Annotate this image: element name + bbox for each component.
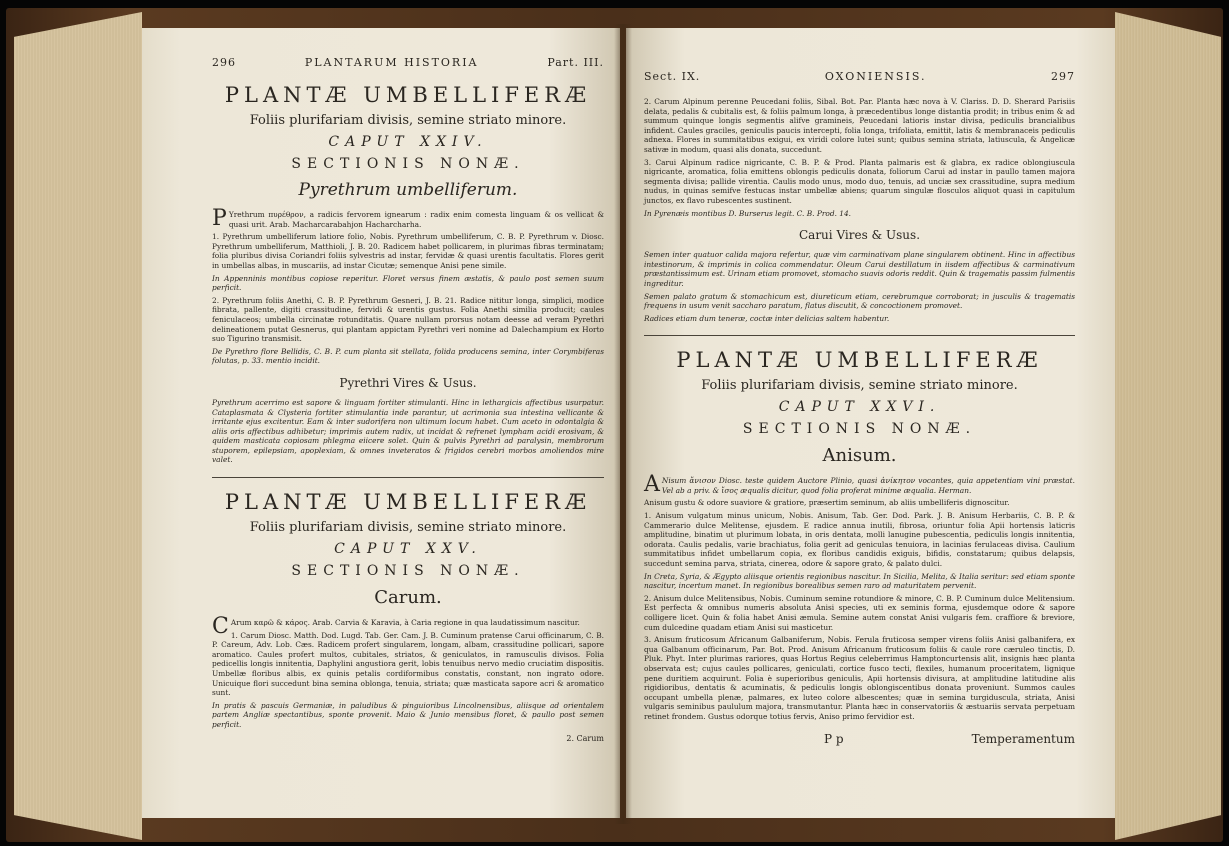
caput-heading: CAPUT XXIV. <box>328 134 488 150</box>
paragraph: 1. Pyrethrum umbelliferum latiore folio, Nobis. Pyrethrum umbelliferum, C. B. P. Pyrethrum v. Diosc. Pyrethrum umbelliferum, Matthioli, J. B. 20. Radicem habet pollicarem, in plurimas fibras terminatam; folia pluribus divisa Coriandri foliis sylvestris ad instar, fervidæ & quasi urentis facultatis. Flores gerit in umbellas albas, in muscariis, ad instar Cicutæ; semenque Anisi pene simile. <box>212 232 604 270</box>
paragraph: P Yrethrum πυρέθρον, a radicis fervorem ignearum : radix enim comesta linguam & os vellicat & quasi urit. Arab. Macharcarabahjon Hacharcharha. <box>212 206 604 231</box>
paragraph: 3. Carui Alpinum radice nigricante, C. B. P. & Prod. Planta palmaris est & glabra, ex radice oblongiuscula nigricante, aromatica, folia emittens oblongis pediculis donata, foliorum Carui ad instar in paullo tamen majora segmenta divisa; pallide virentia. Caulis modo unus, modo duo, tenuis, ad unciæ sex crassitudine, supra medium nudus, in quinas semifve festucas instar umbellæ abiens; quarum singulæ flosculos aliquot quasi in capitulum junctos, ex flavo rubescentes sustinent. <box>644 157 1075 205</box>
catchword: Temperamentum <box>971 731 1075 746</box>
paragraph: Semen palato gratum & stomachicum est, diureticum etiam, cerebrumque corroborat; in jusculis & tragematis frequens in usum venit saccharo paratum, flatus discutit, & concoctionem promovet. <box>644 291 1075 311</box>
left-page-edges <box>14 12 142 840</box>
group-subtitle: Foliis plurifariam divisis, semine striato minore. <box>701 378 1018 394</box>
sectio-heading: SECTIONIS NONÆ. <box>742 421 977 438</box>
section-divider <box>644 335 1075 336</box>
paragraph: In Creta, Syria, & Ægypto aliisque orientis regionibus nascitur. In Sicilia, Melita, & Italia seritur: sed etiam sponte nascitur, incertum manet. In regionibus borealibus semen raro ad maturitatem pervenit. <box>644 571 1075 591</box>
caput-heading: CAPUT XXVI. <box>778 399 941 416</box>
group-title: PLANTÆ UMBELLIFERÆ <box>224 490 592 515</box>
part-label: Part. III. <box>547 56 604 69</box>
vires-heading: Carui Vires & Usus. <box>798 228 921 243</box>
paragraph: A Nisum ἄνισον Diosc. teste quidem Auctore Plinio, quasi ἀνίκητον vocantes, quia appetentiam vini præstat. Vel ab a priv. & ἴσος æqualis dicitur, quod folia proferat minime æqualia. Herman. <box>644 472 1075 498</box>
sectio-heading: SECTIONIS NONÆ. <box>291 563 525 580</box>
plant-heading: Pyrethrum umbelliferum. <box>298 180 518 200</box>
drop-cap: A <box>644 472 660 498</box>
section-label: Sect. IX. <box>644 70 701 83</box>
paragraph: 2. Carum Alpinum perenne Peucedani foliis, Sibal. Bot. Par. Planta hæc nova à V. Clariss. D. D. Sherard Parisiis delata, pedalis & cubitalis est, & foliis palmum longa, à præcedentibus longe distantia prodit; in tribus enim & ad summum quinque longis segmentis alifve gramineis, Peucedani latioris instar divisa, pediculis brancialibus infident. Caules graciles, geniculis paucis intercepti, folia longa, trifoliata, emittit, latis & membranaceis pediculis adnexa. Flores in summitatibus exigui, ex viridi colore lutei sunt; quibus semina striata, latiuscula, & Angelicæ sativæ in modum, quasi alis donata, succedunt. <box>644 97 1075 154</box>
left-running-head <box>212 56 604 69</box>
paragraph: In Appenninis montibus copiose reperitur. Floret versus finem æstatis, & paulo post semen suum perficit. <box>212 273 604 293</box>
plant-heading: Anisum. <box>822 445 897 467</box>
signature-mark: P p <box>824 731 844 746</box>
right-running-head <box>644 70 1075 83</box>
paragraph: In Pyrenæis montibus D. Burserus legit. C. B. Prod. 14. <box>644 208 852 218</box>
paragraph: Semen inter quatuor calida majora refertur, quæ vim carminativam plane singularem obtinent. Hinc in affectibus intestinorum, & imprimis in colica commendatur. Oleum Carui destillatum in iisdem affectibus & carminativum præstantissimum est. Urinam etiam promovet, stomacho suavis odoris reddit. Quin & tragematis passim fulmentis ingreditur. <box>644 250 1075 288</box>
vires-heading: Pyrethri Vires & Usus. <box>339 375 477 390</box>
page-number: 297 <box>1051 70 1075 83</box>
drop-cap: C <box>212 614 229 640</box>
page-footer <box>644 732 1075 746</box>
caput-heading: CAPUT XXV. <box>334 541 482 558</box>
paragraph: 1. Anisum vulgatum minus unicum, Nobis. Anisum, Tab. Ger. Dod. Park. J. B. Anisum Herbariis, C. B. P. & Cammerario dulce Melitense, ejusdem. E radice annua inutili, fibrosa, oriuntur folia Apii hortensis laticris amplitudine, binatim ut plurimum lobata, in oris dentata, molli lanugine pubescentia, pediculis longis innitentia, odorata. Caulis pedalis, varie brachiatus, folia gerit ad geniculas tenuiora, in lacinias ferulaceas divisa. Caulium summitatibus infidet umbellarum copia, ex floribus candidis exiguis, bifidis, constatarum; quibus delapsis, succedunt semina parva, striata, cinerea, odore & sapore grato, & palato dulci. <box>644 511 1075 569</box>
paragraph: 3. Anisum fruticosum Africanum Galbaniferum, Nobis. Ferula fruticosa semper virens foliis Anisi galbanifera, ex qua Galbanum officinarum, Par. Bot. Prod. Anisum Africanum fruticosum foliis & caule rore cæruleo tinctis, D. Pluk. Phyt. Inter plurimas rariores, quas Hortus Regius celeberrimus Hamptoncurtensis alit, insignis hæc planta observata est; cujus caules pollicares, geniculati, cortice fusco tecti, flexiles, humanum proceritatem, lignique pene duritiem acquirunt. Folia è superioribus geniculis, Apii hortensis divisura, at amplitudine latitudine alis rigidioribus, dentatis & acuminatis, & pediculis longis oblongiscentibus donata proveniunt. Summos caules occupant umbella plenæ, palmares, ex luteo colore albescentes; quæ in semina turgiduscula, striata, Anisi vulgaris seminibus paululum majora, transmutantur. Planta hæc in conservatoriis & æstuariis servata perpetuam retinet frondem. Gustus odorque totius fervis, Aniso primo fervidior est. <box>644 635 1075 721</box>
running-head-title: PLANTARUM HISTORIA <box>304 56 479 69</box>
group-title: PLANTÆ UMBELLIFERÆ <box>676 348 1043 373</box>
paragraph: 1. Carum Diosc. Matth. Dod. Lugd. Tab. Ger. Cam. J. B. Cuminum pratense Carui officinarum, C. B. P. Careum, Adv. Lob. Cæs. Radicem profert singularem, longam, albam, crassitudine pollicari, sapore aromatico. Caules profert multos, cubitales, striatos, & geniculatos, in ramusculis divisos. Folia pedicellis longis innitentia, Daphylini angustiora gerit, lobis tenuibus nervo medio cruciatim dispositis. Umbellæ floribus albis, ex quinis petalis cordiformibus constatis, constant, non ingrato odore. Unicuique flori succedunt bina semina oblonga, tenuia, striata; quæ masticata sapore acri & aromatico sunt. <box>212 630 604 698</box>
right-page-edges <box>1115 12 1221 840</box>
chapter-25 <box>212 490 604 743</box>
chapter-26 <box>644 348 1075 721</box>
chapter-24 <box>212 83 604 465</box>
right-page <box>626 28 1115 818</box>
left-page <box>142 28 620 818</box>
running-head-title: OXONIENSIS. <box>824 70 927 83</box>
catchword: 2. Carum <box>566 733 604 743</box>
drop-cap: P <box>212 206 227 231</box>
paragraph: C Arum καρῶ & κάρος. Arab. Carvia & Karavia, à Caria regione in qua laudatissimum nascitur. <box>212 614 580 640</box>
paragraph: Anisum gustu & odore suaviore & gratiore, præsertim seminum, ab aliis umbelliferis dignoscitur. <box>644 498 1010 508</box>
paragraph: Pyrethrum acerrimo est sapore & linguam fortiter stimulanti. Hinc in lethargicis affectibus usurpatur. Cataplasmata & Clysteria fortiter stimulantia inde parantur, ut acrimonia sua intestina vellicante & irritante ejus excitentur. Eam & inter sudorifera non ultimum locum habet. Cum aceto in odontalgia & aliis oris affectibus adhibetur; imprimis autem radix, ut incidat & refrenet lympham acidi erosivam, & quidem masticata copiosam phlegma eiicere solet. Quin & pulvis Pyrethri ad paralysin, membrorum stuporem, epilepsiam, apoplexiam, & omnes inveteratos & frigidos cerebri morbos amoliendos mire valet. <box>212 397 604 465</box>
group-subtitle: Foliis plurifariam divisis, semine striato minore. <box>249 113 567 128</box>
paragraph: De Pyrethro flore Bellidis, C. B. P. cum planta sit stellata, folida producens semina, inter Corymbiferas folutas, p. 33. mentio incidit. <box>212 346 604 366</box>
paragraph: Radices etiam dum teneræ, coctæ inter delicias saltem habentur. <box>644 313 890 323</box>
section-divider <box>212 477 604 478</box>
paragraph: 2. Anisum dulce Melitensibus, Nobis. Cuminum semine rotundiore & minore, C. B. P. Cuminum dulce Melitensium. Est perfecta & omnibus numeris absoluta Anisi species, uti ex seminis forma, ejusdemque odore & sapore colligere licet. Quin & folia habet Anisi æmula. Semine autem constat Anisi vulgaris fem. craffiore & breviore, cum dulcedine quadam etiam Anisi sui masticetur. <box>644 593 1075 632</box>
plant-heading: Carum. <box>374 587 442 609</box>
book-gutter <box>614 24 632 824</box>
page-number: 296 <box>212 56 236 69</box>
sectio-heading: SECTIONIS NONÆ. <box>291 156 525 172</box>
paragraph: In pratis & pascuis Germaniæ, in paludibus & pinguioribus Lincolnensibus, aliisque ad orientalem partem Angliæ spectantibus, sponte provenit. Maio & Junio mensibus floret, & paullo post semen perficit. <box>212 700 604 729</box>
group-subtitle: Foliis plurifariam divisis, semine striato minore. <box>249 520 567 536</box>
paragraph: 2. Pyrethrum foliis Anethi, C. B. P. Pyrethrum Gesneri, J. B. 21. Radice nititur longa, simplici, modice fibrata, pallente, digiti crassitudine, fervidi & urentis gustus. Folia Anethi similia producit; caules feniculaceos; umbella circinatæ rotunditatis. Quare nullam prorsus notam deesse ad veram Pyrethri delineationem putat Gesnerus, qui plantam appictam Pyrethri veri nomine ad Dalechampium ex Horto suo Tigurino transmisit. <box>212 295 604 344</box>
group-title: PLANTÆ UMBELLIFERÆ <box>224 83 592 107</box>
